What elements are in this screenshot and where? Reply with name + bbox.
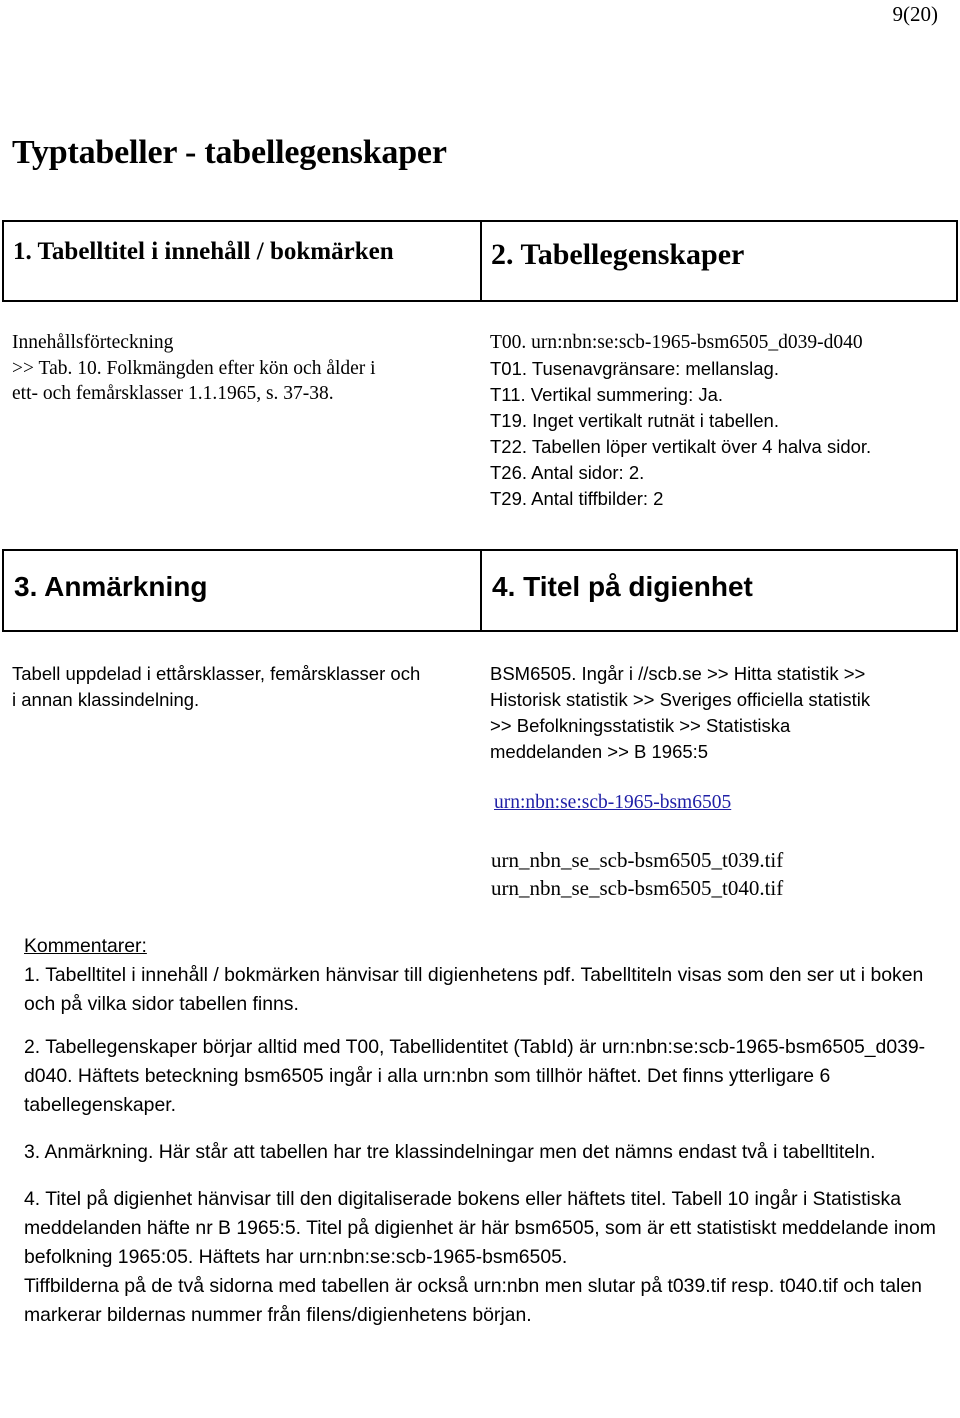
digi-line: >> Befolkningsstatistik >> Statistiska [490,715,791,736]
digi-line: meddelanden >> B 1965:5 [490,741,709,762]
property-line: T01. Tusenavgränsare: mellanslag. [490,357,779,379]
tif-file: urn_nbn_se_scb-bsm6505_t039.tif [491,848,784,872]
comment-1: 1. Tabelltitel i innehåll / bokmärken hänvisar till digienhetens pdf. Tabelltiteln visas som den ser ut i boken och på vilka sidor tabellen finns. [24,964,924,1015]
comment-3: 3. Anmärkning. Här står att tabellen har tre klassindelningar men det nämns endast två i tabelltiteln. [24,1141,876,1163]
comment-2: 2. Tabellegenskaper börjar alltid med T00, Tabellidentitet (TabId) är urn:nbn:se:scb-1965-bsm6505_d039-d040. Häftets beteckning bsm6505 ingår i alla urn:nbn som tillhör häftet. Det finns ytterligare 6 tabellegenskaper. [24,1036,926,1116]
section1-header-box [2,220,482,302]
toc-line: ett- och femårsklasser 1.1.1965, s. 37-38. [12,383,334,404]
urn-link[interactable]: urn:nbn:se:scb-1965-bsm6505 [494,792,732,813]
comments-heading: Kommentarer: [24,935,147,957]
comments-section [24,932,944,1348]
property-line: T29. Antal tiffbilder: 2 [490,487,664,509]
remark-line: i annan klassindelning. [12,689,200,710]
remark-text [12,661,477,713]
section4-header-box [480,549,958,632]
property-line: T22. Tabellen löper vertikalt över 4 halva sidor. [490,435,872,457]
tif-file: urn_nbn_se_scb-bsm6505_t040.tif [491,876,784,900]
remark-line: Tabell uppdelad i ettårsklasser, femårsklasser och [12,663,421,684]
section3-heading: 3. Anmärkning [14,571,208,602]
property-line: T11. Vertikal summering: Ja. [490,383,724,405]
property-line: T26. Antal sidor: 2. [490,461,645,483]
property-line: T00. urn:nbn:se:scb-1965-bsm6505_d039-d040 [490,332,863,353]
section2-heading: 2. Tabellegenskaper [491,238,745,271]
digi-line: Historisk statistik >> Sveriges officiella statistik [490,689,871,710]
section1-heading: 1. Tabelltitel i innehåll / bokmärken [13,238,394,265]
table-properties [490,330,955,512]
page-title: Typtabeller - tabellegenskaper [12,134,447,171]
page-number: 9(20) [892,2,938,26]
digi-line: BSM6505. Ingår i //scb.se >> Hitta statistik >> [490,663,866,684]
digi-title-text [490,661,950,765]
property-line: T19. Inget vertikalt rutnät i tabellen. [490,409,779,431]
toc-text [12,330,472,407]
tif-files [491,846,783,902]
comment-5: Tiffbilderna på de två sidorna med tabellen är också urn:nbn men slutar på t039.tif resp. t040.tif och talen markerar bildernas nummer från filens/digienhetens början. [24,1275,922,1326]
section4-heading: 4. Titel på digienhet [492,571,753,602]
toc-line: >> Tab. 10. Folkmängden efter kön och ålder i [12,357,376,379]
comment-4: 4. Titel på digienhet hänvisar till den digitaliserade bokens eller häftets titel. Tabell 10 ingår i Statistiska meddelanden häfte nr B 1965:5. Titel på digienhet är här bsm6505, som är ett statistiskt meddelande inom befolkning 1965:05. Häftets har urn:nbn:se:scb-1965-bsm6505. [24,1188,936,1268]
section2-header-box [480,220,958,302]
section3-header-box [2,549,482,632]
toc-line: Innehållsförteckning [12,332,174,353]
